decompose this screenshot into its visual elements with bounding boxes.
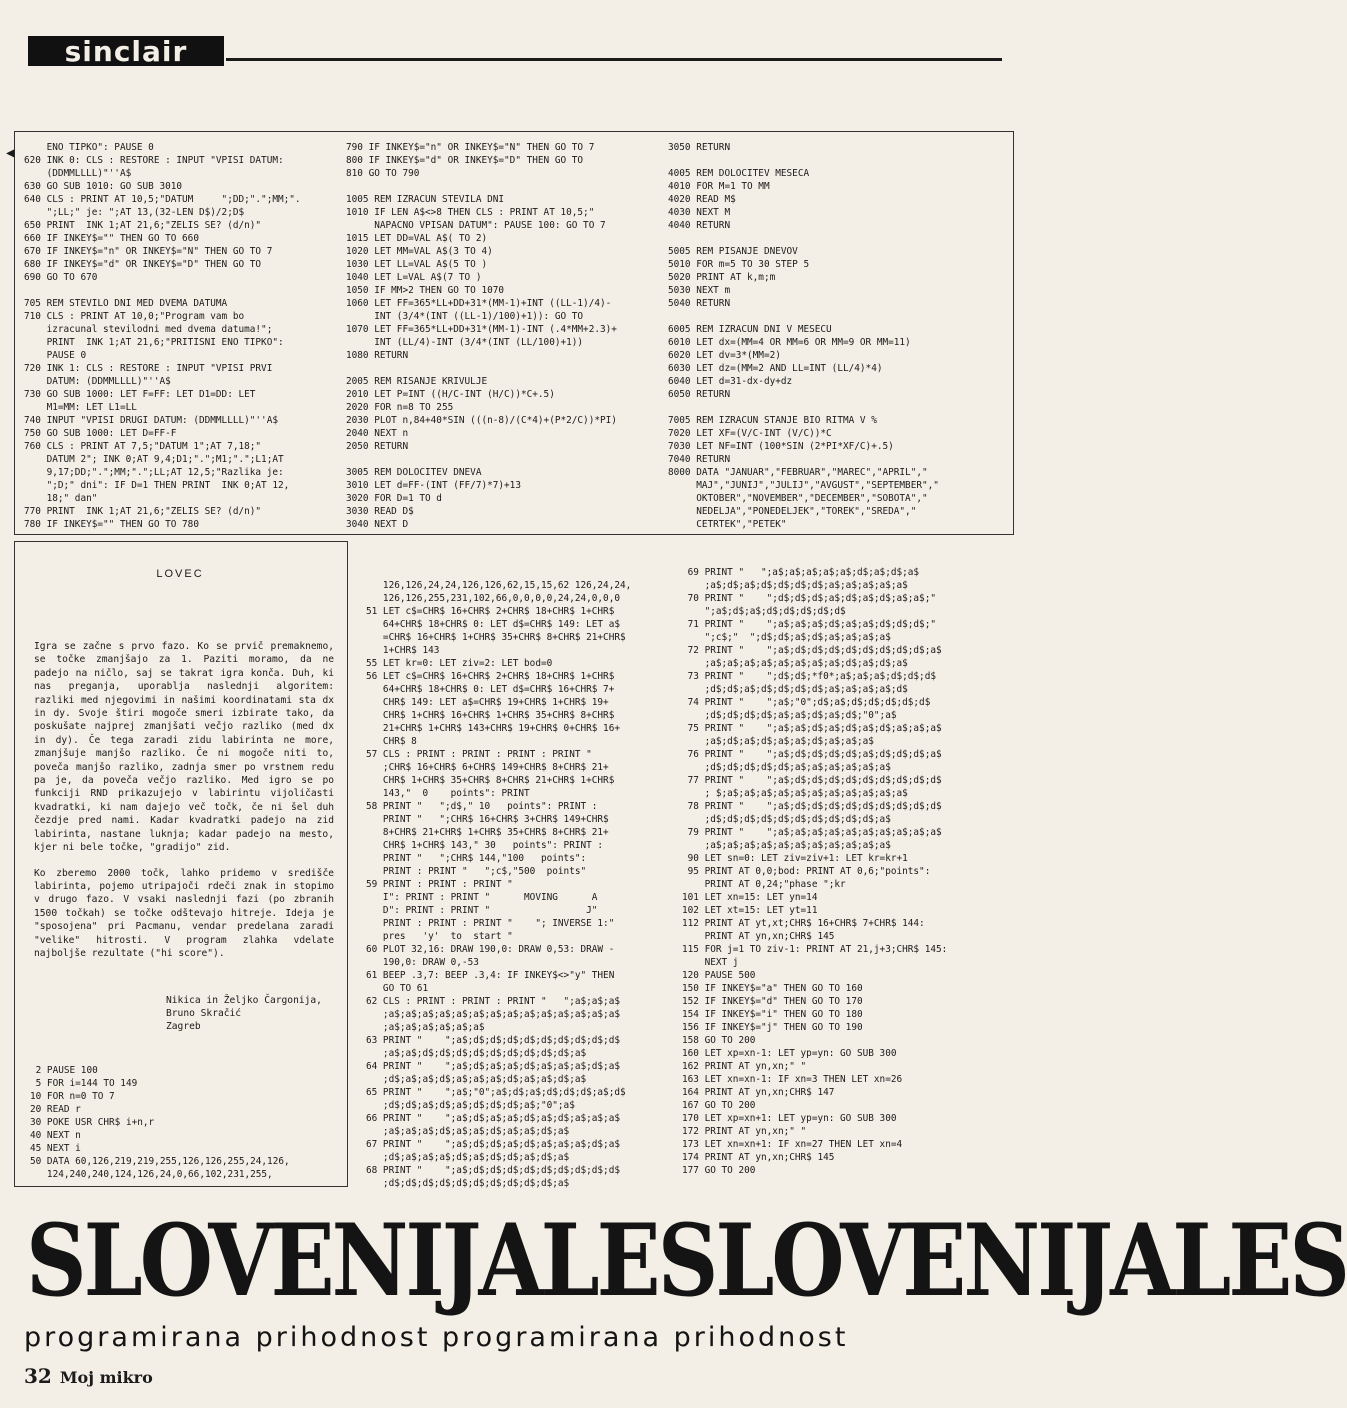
listing-bottom-col2: 126,126,24,24,126,126,62,15,15,62 126,24,24, 126,126,255,231,102,66,0,0,0,0,24,24,0,0,0 51 LET c$=CHR$ 16+CHR$ 2+CHR$ 18+CHR$ 1+CHR$ 64+CHR$ 18+CHR$ 0: LET d$=CHR$ 149: LET a$ =CHR$ 16+CHR$ 1+CHR$ 35+CHR$ 8+CHR$ 21+CHR$ 1+CHR$ 143 55 LET kr=0: LET ziv=2: LET bod=0 56 LET c$=CHR$ 16+CHR$ 2+CHR$ 18+CHR$ 1+CHR$ 64+CHR$ 18+CHR$ 0: LET d$=CHR$ 16+CHR$ 7+ CHR$ 149: LET a$=CHR$ 19+CHR$ 1+CHR$ 19+ CHR$ 1+CHR$ 16+CHR$ 1+CHR$ 35+CHR$ 8+CHR$ 21+CHR$ 1+CHR$ 143+CHR$ 19+CHR$ 0+CHR$ 16+ CHR$ 8 57 CLS : PRINT : PRINT : PRINT : PRINT " ;CHR$ 16+CHR$ 6+CHR$ 149+CHR$ 8+CHR$ 21+ CHR$ 1+CHR$ 35+CHR$ 8+CHR$ 21+CHR$ 1+CHR$ 143," 0 points": PRINT 58 PRINT " ";d$," 10 points": PRINT : PRINT " ";CHR$ 16+CHR$ 3+CHR$ 149+CHR$ 8+CHR$ 21+CHR$ 1+CHR$ 35+CHR$ 8+CHR$ 21+ CHR$ 1+CHR$ 143," 30 points": PRINT : PRINT " ";CHR$ 144,"100 points": PRINT : PRINT " ";c$,"500 points" 59 PRINT : PRINT : PRINT " I": PRINT : PRINT " MOVING A D": PRINT : PRINT " J" PRINT : PRINT : PRINT " "; INVERSE 1:" pres 'y' to start " 60 PLOT 32,16: DRAW 190,0: DRAW 0,53: DRAW - 190,0: DRAW 0,-53 61 BEEP .3,7: BEEP .3,4: IF INKEY$<>"y" THEN GO TO 61 62 CLS : PRINT : PRINT : PRINT " ";a$;a$;a$ ;a$;a$;a$;a$;a$;a$;a$;a$;a$;a$;a$;a$;a$;a$ ;a$;a$;a$;a$;a$;a$ 63 PRINT " ";a$;d$;d$;d$;d$;d$;d$;d$;d$;d$ ;a$;a$;d$;d$;d$;d$;d$;d$;d$;d$;d$;a$ 64 PRINT " ";a$;d$;a$;a$;d$;a$;a$;a$;d$;a$ ;d$;a$;a$;d$;a$;a$;a$;d$;a$;a$;d$;a$ 65 PRINT " ";a$;"0";a$;d$;a$;d$;d$;d$;a$;d$ ;d$;d$;a$;d$;a$;d$;d$;d$;a$;"0";a$ 66 PRINT " ";a$;d$;a$;a$;d$;a$;d$;a$;a$;a$ ;a$;a$;a$;d$;a$;a$;d$;a$;a$;d$;a$ 67 PRINT " ";a$;d$;d$;a$;d$;a$;a$;a$;d$;a$ ;d$;a$;a$;a$;d$;a$;d$;d$;a$;d$;a$ 68 PRINT " ";a$;d$;d$;d$;d$;d$;d$;d$;d$;d$ ;d$;d$;d$;d$;d$;d$;d$;d$;d$;d$;a$ bbox=[366, 580, 632, 1189]
header-rule bbox=[226, 58, 1002, 61]
banner-title: SLOVENIJALESLOVENIJALES bbox=[26, 1201, 1347, 1319]
page-number: 32 bbox=[24, 1364, 52, 1388]
listing-bottom-col3: 69 PRINT " ";a$;a$;a$;a$;a$;d$;a$;d$;a$ ;a$;d$;a$;d$;d$;d$;d$;a$;a$;a$;a$;a$ 70 PRINT " ";d$;d$;d$;a$;d$;a$;d$;a$;a$;" ";a$;d$;a$;d$;d$;d$;d$;d$ 71 PRINT " ";a$;a$;a$;d$;a$;a$;d$;d$;d$;" ";c$;" ";d$;d$;a$;d$;a$;a$;a$;a$ 72 PRINT " ";a$;d$;d$;d$;d$;d$;d$;d$;d$;a$ ;a$;a$;a$;a$;a$;a$;a$;a$;d$;a$;d$;a$ 73 PRINT " ";d$;d$;*f0*;a$;a$;a$;d$;d$;d$ ;d$;d$;a$;d$;d$;d$;d$;a$;a$;a$;a$;d$ 74 PRINT " ";a$;"0";d$;a$;d$;d$;d$;d$;d$ ;d$;d$;d$;d$;a$;a$;d$;a$;d$;"0";a$ 75 PRINT " ";a$;a$;d$;a$;d$;a$;d$;a$;a$;a$ ;a$;d$;a$;d$;a$;a$;d$;a$;a$;a$ 76 PRINT " ";a$;d$;d$;d$;d$;a$;d$;d$;d$;a$ ;d$;d$;d$;d$;d$;a$;a$;a$;a$;a$;a$ 77 PRINT " ";a$;d$;d$;d$;d$;d$;d$;d$;d$;d$ ; $;a$;a$;a$;a$;a$;a$;a$;a$;a$;a$;a$ 78 PRINT " ";a$;d$;d$;d$;d$;d$;d$;d$;d$;d$ ;d$;d$;d$;d$;d$;d$;d$;d$;d$;d$;a$ 79 PRINT " ";a$;a$;a$;a$;a$;a$;a$;a$;a$;a$ ;a$;a$;a$;a$;a$;a$;a$;a$;a$;a$;a$ 90 LET sn=0: LET ziv=ziv+1: LET kr=kr+1 95 PRINT AT 0,0;bod: PRINT AT 0,6;"points": PRINT AT 0,24;"phase ";kr 101 LET xn=15: LET yn=14 102 LET xt=15: LET yt=11 112 PRINT AT yt,xt;CHR$ 16+CHR$ 7+CHR$ 144: PRINT AT yn,xn;CHR$ 145 115 FOR j=1 TO ziv-1: PRINT AT 21,j+3;CHR$ 145: NEXT j 120 PAUSE 500 150 IF INKEY$="a" THEN GO TO 160 152 IF INKEY$="d" THEN GO TO 170 154 IF INKEY$="i" THEN GO TO 180 156 IF INKEY$="j" THEN GO TO 190 158 GO TO 200 160 LET xp=xn-1: LET yp=yn: GO SUB 300 162 PRINT AT yn,xn;" " 163 LET xn=xn-1: IF xn=3 THEN LET xn=26 164 PRINT AT yn,xn;CHR$ 147 167 GO TO 200 170 LET xp=xn+1: LET yp=yn: GO SUB 300 172 PRINT AT yn,xn;" " 173 LET xn=xn+1: IF xn=27 THEN LET xn=4 174 PRINT AT yn,xn;CHR$ 145 177 GO TO 200 bbox=[682, 567, 948, 1176]
article-title: LOVEC bbox=[156, 568, 204, 580]
sinclair-logo bbox=[28, 36, 224, 66]
article-paragraph: Igra se začne s prvo fazo. Ko se prvič premaknemo, se točke zmanjšajo za 1. Paziti moramo, da ne padejo na ničlo, saj se takrat igra konča. Duh, ki nas preganja, uporablja naslednji algoritem: razliki med njegovimi in našimi koordinatami sta dx in dy. Svoje štiri mogoče smeri izbirate tako, da poskušate najprej zmanjšati večjo razliko (med dx in dy). Če tega zaradi zidu labirinta ne more, zmanjšuje manjšo razliko. Če ni mogoče niti to, poveča manjšo razliko, zadnja smer po vrstnem redu pa je, da poveča večjo razliko. Med igro se po funkciji RND prikazujejo v labirintu vijoličasti kvadratki, ki nam dajejo več točk, če ni šel duh čezdje pred nami. Kadar kvadratki padejo na zid labirinta, nastane luknja; kadar padejo na mesto, kjer ni bele točke, "gradijo" zid. bbox=[34, 641, 334, 854]
listing-top-col2: 790 IF INKEY$="n" OR INKEY$="N" THEN GO TO 7 800 IF INKEY$="d" OR INKEY$="D" THEN GO TO 810 GO TO 790 1005 REM IZRACUN STEVILA DNI 1010 IF LEN A$<>8 THEN CLS : PRINT AT 10,5;" NAPACNO VPISAN DATUM": PAUSE 100: GO TO 7 1015 LET DD=VAL A$( TO 2) 1020 LET MM=VAL A$(3 TO 4) 1030 LET LL=VAL A$(5 TO ) 1040 LET L=VAL A$(7 TO ) 1050 IF MM>2 THEN GO TO 1070 1060 LET FF=365*LL+DD+31*(MM-1)+INT ((LL-1)/4)- INT (3/4*(INT ((LL-1)/100)+1)): GO TO 1070 LET FF=365*LL+DD+31*(MM-1)-INT (.4*MM+2.3)+ INT (LL/4)-INT (3/4*(INT (LL/100)+1)) 1080 RETURN 2005 REM RISANJE KRIVULJE 2010 LET P=INT ((H/C-INT (H/C))*C+.5) 2020 FOR n=8 TO 255 2030 PLOT n,84+40*SIN (((n-8)/(C*4)+(P*2/C))*PI) 2040 NEXT n 2050 RETURN 3005 REM DOLOCITEV DNEVA 3010 LET d=FF-(INT (FF/7)*7)+13 3020 FOR D=1 TO d 3030 READ D$ 3040 NEXT D bbox=[346, 142, 617, 530]
listing-top-col3: 3050 RETURN 4005 REM DOLOCITEV MESECA 4010 FOR M=1 TO MM 4020 READ M$ 4030 NEXT M 4040 RETURN 5005 REM PISANJE DNEVOV 5010 FOR m=5 TO 30 STEP 5 5020 PRINT AT k,m;m 5030 NEXT m 5040 RETURN 6005 REM IZRACUN DNI V MESECU 6010 LET dx=(MM=4 OR MM=6 OR MM=9 OR MM=11) 6020 LET dv=3*(MM=2) 6030 LET dz=(MM=2 AND LL=INT (LL/4)*4) 6040 LET d=31-dx-dy+dz 6050 RETURN 7005 REM IZRACUN STANJE BIO RITMA V % 7020 LET XF=(V/C-INT (V/C))*C 7030 LET NF=INT (100*SIN (2*PI*XF/C)+.5) 7040 RETURN 8000 DATA "JANUAR","FEBRUAR","MAREC","APRIL"," MAJ","JUNIJ","JULIJ","AVGUST","SEPTEMBER"," OKTOBER","NOVEMBER","DECEMBER","SOBOTA"," NEDELJA","PONEDELJEK","TOREK","SREDA"," CETRTEK","PETEK" bbox=[668, 142, 939, 530]
page-footer bbox=[24, 1364, 153, 1388]
arrow-left-icon: ◀ bbox=[6, 145, 15, 161]
listing-top-col1: ENO TIPKO": PAUSE 0 620 INK 0: CLS : RESTORE : INPUT "VPISI DATUM: (DDMMLLLL)"''A$ 630 GO SUB 1010: GO SUB 3010 640 CLS : PRINT AT 10,5;"DATUM ";DD;".";MM;". ";LL;" je: ";AT 13,(32-LEN D$)/2;D$ 650 PRINT INK 1;AT 21,6;"ZELIS SE? (d/n)" 660 IF INKEY$="" THEN GO TO 660 670 IF INKEY$="n" OR INKEY$="N" THEN GO TO 7 680 IF INKEY$="d" OR INKEY$="D" THEN GO TO 690 GO TO 670 705 REM STEVILO DNI MED DVEMA DATUMA 710 CLS : PRINT AT 10,0;"Program vam bo izracunal stevilodni med dvema datuma!"; PRINT INK 1;AT 21,6;"PRITISNI ENO TIPKO": PAUSE 0 720 INK 1: CLS : RESTORE : INPUT "VPISI PRVI DATUM: (DDMMLLLL)"''A$ 730 GO SUB 1000: LET F=FF: LET D1=DD: LET M1=MM: LET L1=LL 740 INPUT "VPISI DRUGI DATUM: (DDMMLLLL)"''A$ 750 GO SUB 1000: LET D=FF-F 760 CLS : PRINT AT 7,5;"DATUM 1";AT 7,18;" DATUM 2"; INK 0;AT 9,4;D1;".";M1;".";L1;AT 9,17;DD;".";MM;".";LL;AT 12,5;"Razlika je: ";D;" dni": IF D=1 THEN PRINT INK 0;AT 12, 18;" dan" 770 PRINT INK 1;AT 21,6;"ZELIS SE? (d/n)" 780 IF INKEY$="" THEN GO TO 780 bbox=[24, 142, 301, 530]
magazine-name: Moj mikro bbox=[59, 1368, 153, 1387]
article-paragraph: Ko zberemo 2000 točk, lahko pridemo v središče labirinta, pojemo utripajoči rdeči znak in stopimo v drugo fazo. V vsaki naslednji fazi (po zbranih 1500 točkah) se točke odštevajo hitreje. Ideja je "sposojena" pri Pacmanu, vendar predelana zaradi "velike" hitrosti. V program zlahka vdelate najboljše rezultate ("hi score"). bbox=[34, 867, 334, 959]
logo-text: sinclair bbox=[64, 34, 188, 68]
listing-bottom-col1: 2 PAUSE 100 5 FOR i=144 TO 149 10 FOR n=0 TO 7 20 READ r 30 POKE USR CHR$ i+n,r 40 NEXT n 45 NEXT i 50 DATA 60,126,219,219,255,126,126,255,24,126, 124,240,240,124,126,24,0,66,102,231,255, bbox=[30, 1065, 290, 1180]
article-authors: Nikica in Željko Čargonija, Bruno Skračić Zagreb bbox=[166, 995, 322, 1032]
banner-subtitle: programirana prihodnost programirana prihodnost bbox=[24, 1322, 849, 1353]
article-body bbox=[34, 640, 334, 972]
